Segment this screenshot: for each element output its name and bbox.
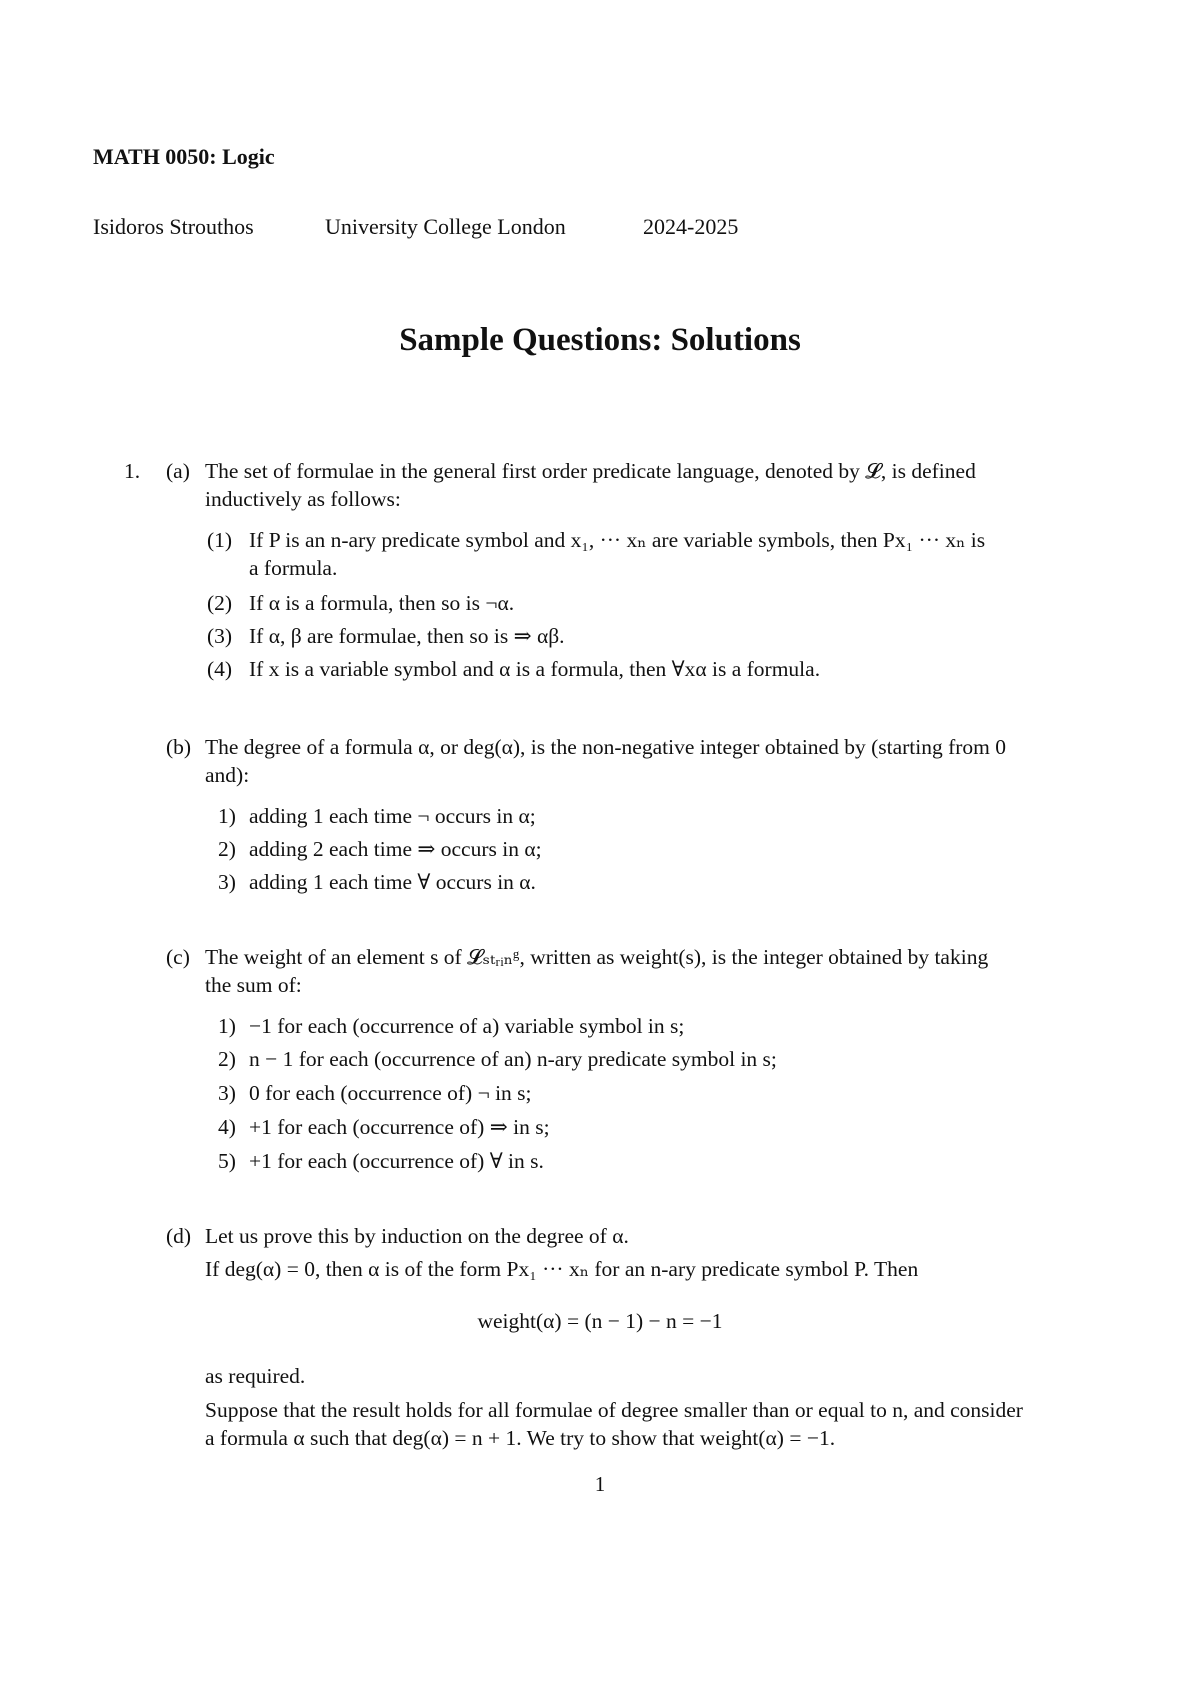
rule-text: If x is a variable symbol and α is a formula, then ∀xα is a formula. <box>249 657 821 681</box>
list-number: 4) <box>218 1115 236 1139</box>
part-d-text-line5: a formula α such that deg(α) = n + 1. We try to show that weight(α) = −1. <box>205 1426 836 1450</box>
list-number: 3) <box>218 870 236 894</box>
list-item: 0 for each (occurrence of) ¬ in s; <box>249 1081 532 1105</box>
list-item: +1 for each (occurrence of) ⇒ in s; <box>249 1115 550 1139</box>
rule-number: (2) <box>207 591 233 615</box>
part-a-text-line1: The set of formulae in the general first order predicate language, denoted by 𝓛, is defined <box>205 459 976 483</box>
list-number: 5) <box>218 1149 236 1173</box>
list-number: 2) <box>218 1047 236 1071</box>
part-d-text-line1: Let us prove this by induction on the degree of α. <box>205 1224 629 1248</box>
list-item: +1 for each (occurrence of) ∀ in s. <box>249 1149 544 1173</box>
rule-text: If P is an n-ary predicate symbol and x₁, ··· xₙ are variable symbols, then Px₁ ··· xₙ is <box>249 528 986 552</box>
list-number: 1) <box>218 1014 236 1038</box>
part-c-label: (c) <box>166 945 190 969</box>
part-d-text-line4: Suppose that the result holds for all formulae of degree smaller than or equal to n, and consider <box>205 1398 1023 1422</box>
academic-year: 2024-2025 <box>643 214 739 239</box>
rule-text: If α is a formula, then so is ¬α. <box>249 591 515 615</box>
rule-number: (4) <box>207 657 233 681</box>
rule-number: (3) <box>207 624 233 648</box>
list-number: 2) <box>218 837 236 861</box>
part-a-label: (a) <box>166 459 190 483</box>
rule-text: If α, β are formulae, then so is ⇒ αβ. <box>249 624 565 648</box>
rule-number: (1) <box>207 528 233 552</box>
author-name: Isidoros Strouthos <box>93 214 254 239</box>
part-c-text-line2: the sum of: <box>205 973 302 997</box>
part-a-text-line2: inductively as follows: <box>205 487 401 511</box>
part-b-label: (b) <box>166 735 192 759</box>
rule-text-continued: a formula. <box>249 556 338 580</box>
part-d-text-line2: If deg(α) = 0, then α is of the form Px₁ ··· xₙ for an n-ary predicate symbol P. Then <box>205 1257 919 1281</box>
question-number: 1. <box>124 459 141 483</box>
part-c-text-line1: The weight of an element s of 𝓛ₛₜᵣᵢₙᵍ, written as weight(s), is the integer obtained by taking <box>205 945 989 969</box>
list-number: 3) <box>218 1081 236 1105</box>
part-d-text-line3: as required. <box>205 1364 306 1388</box>
list-item: adding 1 each time ∀ occurs in α. <box>249 870 536 894</box>
display-equation: weight(α) = (n − 1) − n = −1 <box>477 1309 723 1333</box>
list-number: 1) <box>218 804 236 828</box>
institution-name: University College London <box>325 214 566 239</box>
list-item: −1 for each (occurrence of a) variable symbol in s; <box>249 1014 685 1038</box>
course-title: MATH 0050: Logic <box>93 144 275 169</box>
part-b-text-line2: and): <box>205 763 250 787</box>
list-item: n − 1 for each (occurrence of an) n-ary predicate symbol in s; <box>249 1047 777 1071</box>
page-title: Sample Questions: Solutions <box>399 322 801 358</box>
part-d-label: (d) <box>166 1224 192 1248</box>
list-item: adding 1 each time ¬ occurs in α; <box>249 804 536 828</box>
part-b-text-line1: The degree of a formula α, or deg(α), is the non-negative integer obtained by (starting from 0 <box>205 735 1007 759</box>
list-item: adding 2 each time ⇒ occurs in α; <box>249 837 542 861</box>
page-number: 1 <box>594 1472 606 1496</box>
